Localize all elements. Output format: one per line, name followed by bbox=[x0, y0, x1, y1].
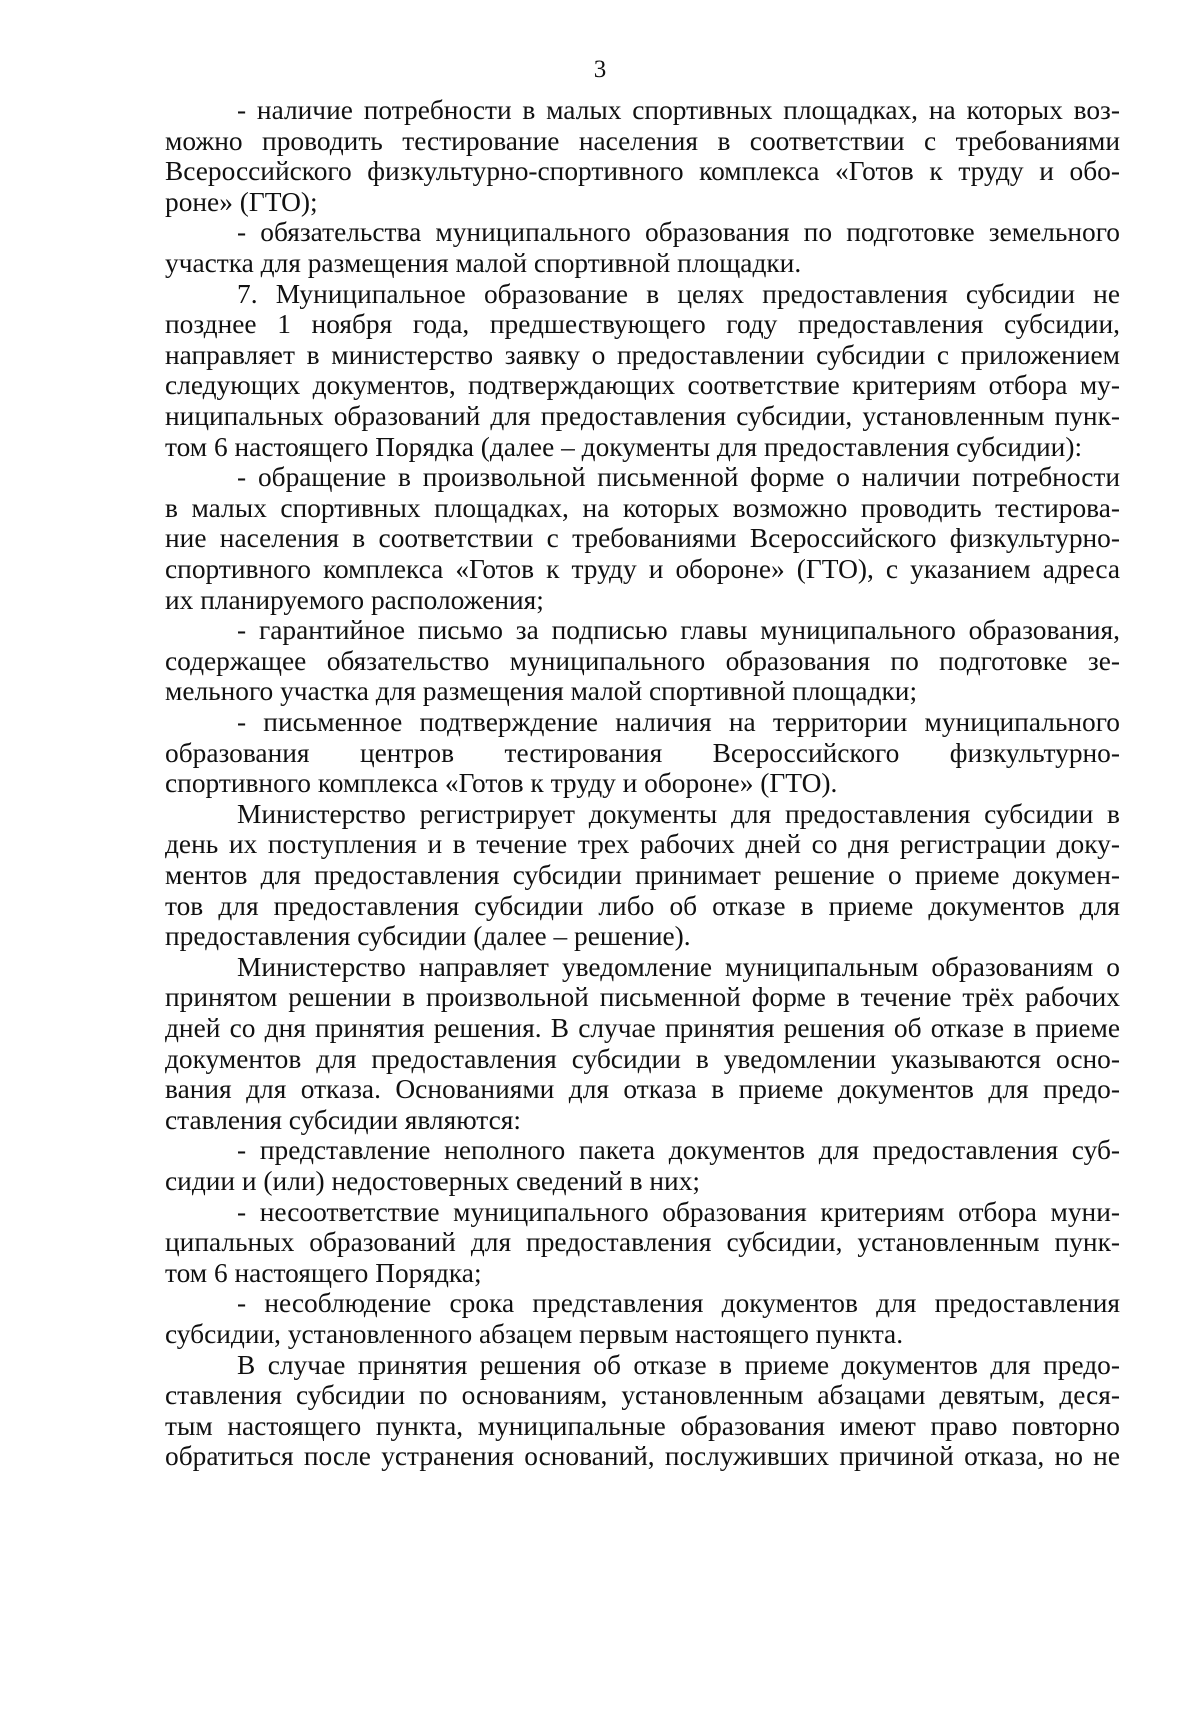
text-line: - обязательства муниципального образования по подготовке земельного bbox=[237, 217, 1120, 248]
text-line: том 6 настоящего Порядка (далее – документы для предоставления субсидии): bbox=[165, 431, 1083, 462]
text-line: образования центров тестирования Всероссийского физкультурно- bbox=[165, 737, 1120, 768]
text-line: тым настоящего пункта, муниципальные образования имеют право повторно bbox=[165, 1410, 1120, 1441]
text-line: субсидии, установленного абзацем первым настоящего пункта. bbox=[165, 1319, 904, 1349]
text-line: - несоответствие муниципального образования критериям отбора муни- bbox=[237, 1196, 1120, 1227]
text-line: - несоблюдение срока представления документов для предоставления bbox=[237, 1288, 1120, 1319]
page-number: 3 bbox=[593, 56, 607, 83]
text-line: Всероссийского физкультурно-спортивного комплекса «Готов к труду и обо- bbox=[165, 156, 1120, 187]
text-line: тов для предоставления субсидии либо об отказе в приеме документов для bbox=[165, 890, 1120, 921]
text-line: спортивного комплекса «Готов к труду и обороне» (ГТО), с указанием адреса bbox=[165, 554, 1120, 584]
text-line: - обращение в произвольной письменной форме о наличии потребности bbox=[237, 462, 1120, 493]
text-line: позднее 1 ноября года, предшествующего году предоставления субсидии, bbox=[165, 309, 1120, 340]
text-line: - письменное подтверждение наличия на территории муниципального bbox=[237, 707, 1120, 737]
text-line: В случае принятия решения об отказе в приеме документов для предо- bbox=[237, 1349, 1120, 1380]
text-line: ние населения в соответствии с требованиями Всероссийского физкультурно- bbox=[165, 523, 1120, 554]
text-line: ниципальных образований для предоставления субсидии, установленным пунк- bbox=[165, 401, 1120, 431]
text-line: вания для отказа. Основаниями для отказа в приеме документов для предо- bbox=[165, 1074, 1120, 1105]
text-line: предоставления субсидии (далее – решение). bbox=[165, 921, 691, 952]
text-line: ментов для предоставления субсидии принимает решение о приеме докумен- bbox=[165, 860, 1120, 890]
text-line: Министерство направляет уведомление муниципальным образованиям о bbox=[237, 951, 1120, 982]
text-line: спортивного комплекса «Готов к труду и обороне» (ГТО). bbox=[165, 768, 838, 799]
text-line: ставления субсидии являются: bbox=[165, 1104, 521, 1135]
text-line: принятом решении в произвольной письменной форме в течение трёх рабочих bbox=[165, 982, 1120, 1013]
text-line: дней со дня принятия решения. В случае принятия решения об отказе в приеме bbox=[165, 1013, 1120, 1043]
text-line: ципальных образований для предоставления субсидии, установленным пунк- bbox=[165, 1227, 1120, 1258]
text-line: - представление неполного пакета документов для предоставления суб- bbox=[237, 1135, 1120, 1166]
text-line: роне» (ГТО); bbox=[165, 186, 318, 217]
text-line: ставления субсидии по основаниям, установленным абзацами девятым, деся- bbox=[165, 1380, 1120, 1411]
text-line: документов для предоставления субсидии в уведомлении указываются осно- bbox=[165, 1043, 1120, 1074]
text-line: в малых спортивных площадках, на которых возможно проводить тестирова- bbox=[165, 492, 1120, 523]
text-line: Министерство регистрирует документы для предоставления субсидии в bbox=[237, 798, 1120, 829]
text-line: 7. Муниципальное образование в целях предоставления субсидии не bbox=[237, 278, 1120, 309]
text-line: - гарантийное письмо за подписью главы муниципального образования, bbox=[237, 615, 1120, 646]
text-line: - наличие потребности в малых спортивных площадках, на которых воз- bbox=[237, 95, 1120, 125]
text-line: обратиться после устранения оснований, послуживших причиной отказа, но не bbox=[165, 1441, 1120, 1472]
text-line: следующих документов, подтверждающих соответствие критериям отбора му- bbox=[165, 370, 1120, 401]
text-line: участка для размещения малой спортивной площадки. bbox=[165, 248, 802, 278]
text-line: мельного участка для размещения малой спортивной площадки; bbox=[165, 676, 918, 707]
text-line: можно проводить тестирование населения в соответствии с требованиями bbox=[165, 125, 1120, 156]
text-line: день их поступления и в течение трех рабочих дней со дня регистрации доку- bbox=[165, 829, 1120, 860]
text-line: том 6 настоящего Порядка; bbox=[165, 1257, 482, 1288]
text-line: сидии и (или) недостоверных сведений в них; bbox=[165, 1166, 700, 1196]
text-line: направляет в министерство заявку о предоставлении субсидии с приложением bbox=[165, 339, 1120, 370]
text-line: содержащее обязательство муниципального образования по подготовке зе- bbox=[165, 645, 1120, 676]
text-line: их планируемого расположения; bbox=[165, 584, 544, 615]
